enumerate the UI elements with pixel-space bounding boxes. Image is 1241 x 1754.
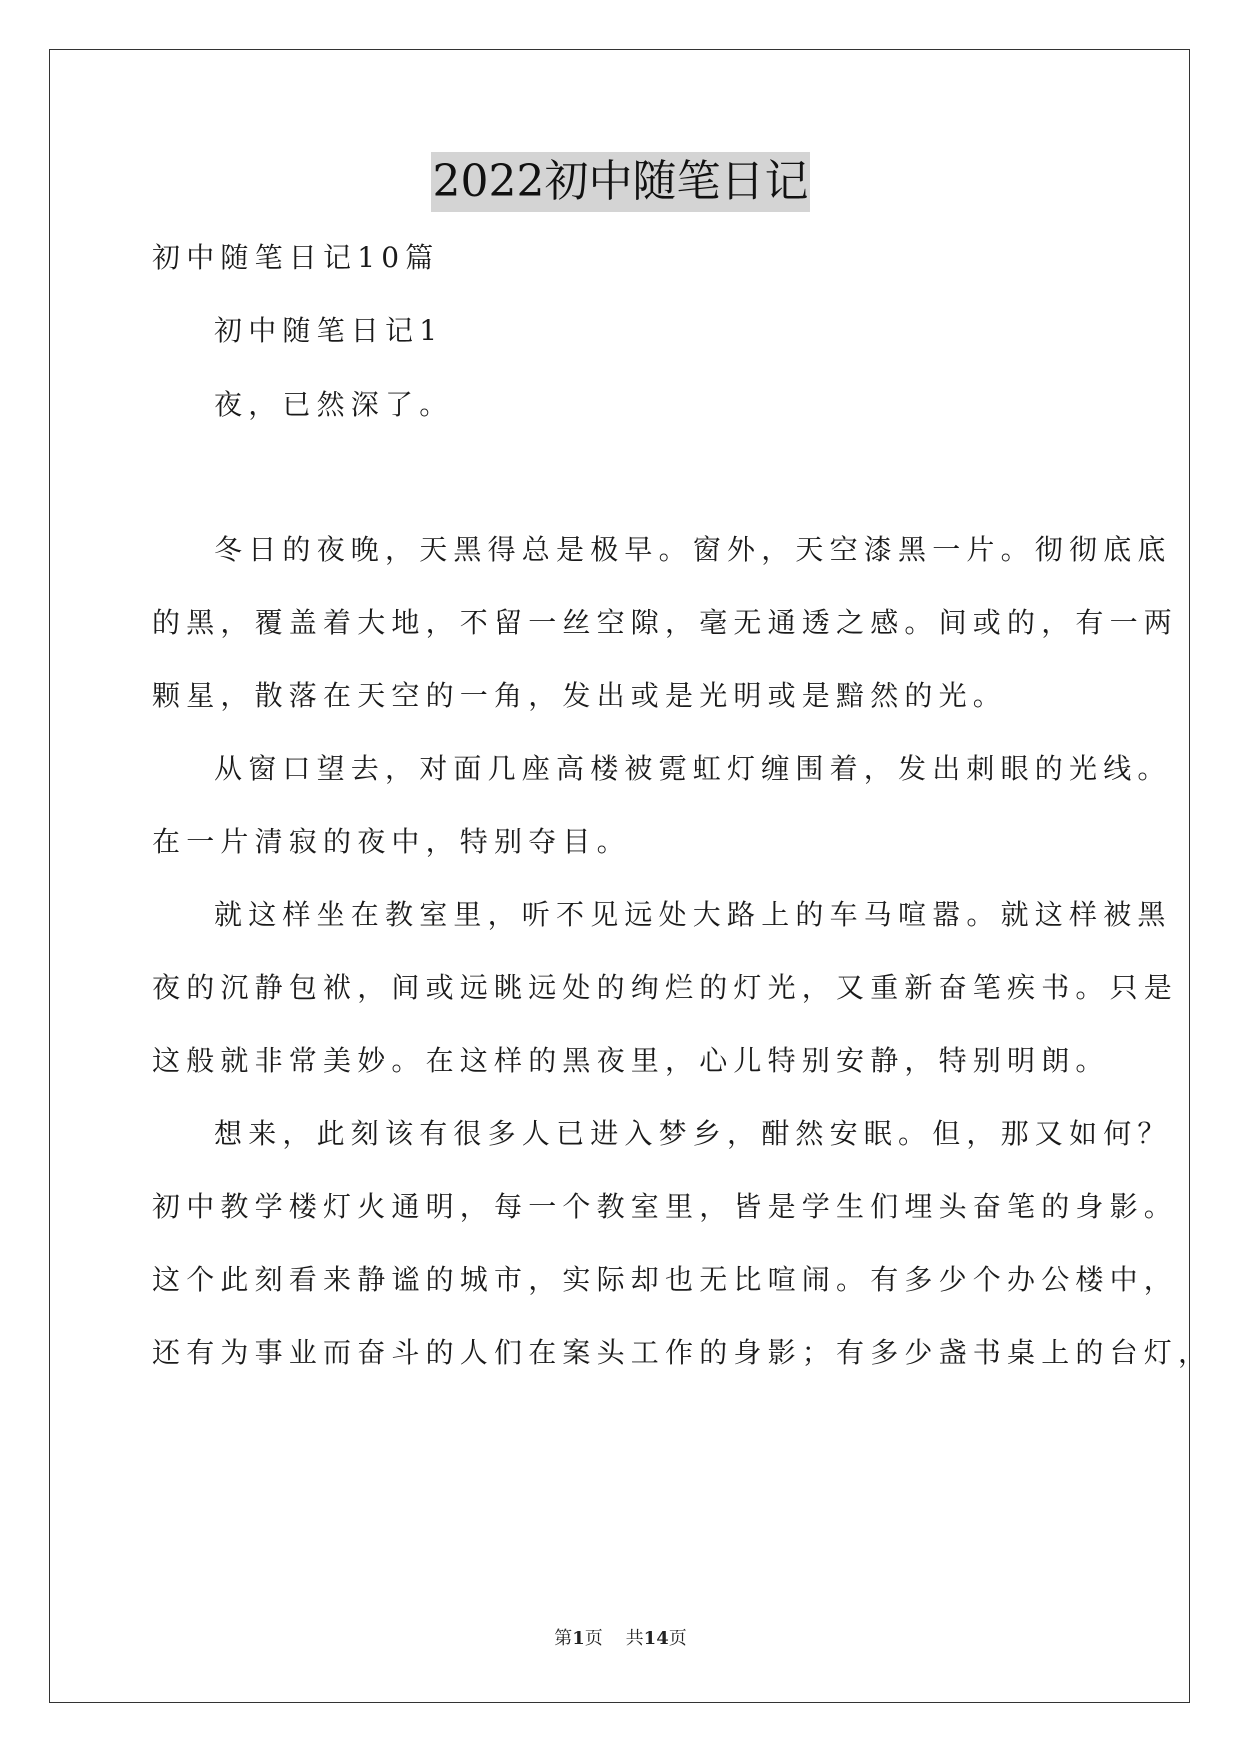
paragraph-line: 的黑，覆盖着大地，不留一丝空隙，毫无通透之感。间或的，有一两 [152, 606, 1179, 639]
document-subtitle: 初中随笔日记10篇 [152, 241, 440, 274]
paragraph-line: 夜，已然深了。 [214, 388, 454, 421]
page-prefix: 第 [554, 1628, 573, 1649]
paragraph-line: 夜的沉静包袱，间或远眺远处的绚烂的灯光，又重新奋笔疾书。只是 [152, 971, 1179, 1004]
paragraph-line: 冬日的夜晚，天黑得总是极早。窗外，天空漆黑一片。彻彻底底 [214, 533, 1172, 566]
page-number: 1 [572, 1628, 585, 1649]
total-suffix: 页 [668, 1628, 687, 1649]
paragraph-line: 还有为事业而奋斗的人们在案头工作的身影；有多少盏书桌上的台灯， [152, 1336, 1213, 1369]
paragraph-line: 就这样坐在教室里，听不见远处大路上的车马喧嚣。就这样被黑 [214, 898, 1172, 931]
section-heading: 初中随笔日记1 [214, 314, 444, 347]
page-border [49, 49, 1190, 1703]
total-pages: 14 [643, 1628, 669, 1649]
paragraph-line: 颗星，散落在天空的一角，发出或是光明或是黯然的光。 [152, 679, 1008, 712]
paragraph-line: 想来，此刻该有很多人已进入梦乡，酣然安眠。但，那又如何？ [214, 1117, 1172, 1150]
title-container [0, 152, 1241, 212]
total-prefix: 共 [625, 1628, 644, 1649]
paragraph-line: 这个此刻看来静谧的城市，实际却也无比喧闹。有多少个办公楼中， [152, 1263, 1179, 1296]
document-title: 2022初中随笔日记 [431, 152, 811, 212]
page-suffix: 页 [584, 1628, 603, 1649]
paragraph-line: 从窗口望去，对面几座高楼被霓虹灯缠围着，发出刺眼的光线。 [214, 752, 1172, 785]
paragraph-line: 在一片清寂的夜中，特别夺目。 [152, 825, 631, 858]
paragraph-line: 初中教学楼灯火通明，每一个教室里，皆是学生们埋头奋笔的身影。 [152, 1190, 1179, 1223]
page-footer [0, 1627, 1241, 1651]
paragraph-line: 这般就非常美妙。在这样的黑夜里，心儿特别安静，特别明朗。 [152, 1044, 1110, 1077]
